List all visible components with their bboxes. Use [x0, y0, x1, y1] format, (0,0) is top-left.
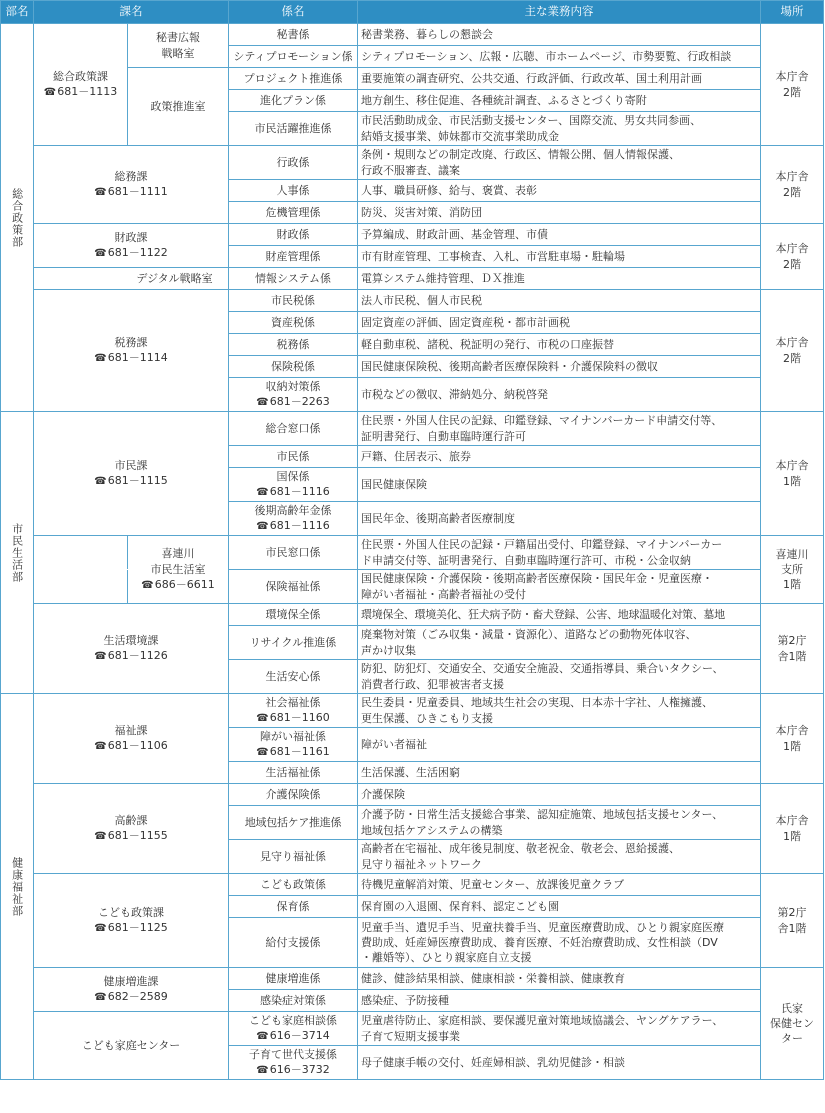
kakari-cell: [229, 728, 358, 762]
table-row: [1, 224, 824, 246]
naiyou-cell: 戸籍、住居表示、旅券: [358, 446, 761, 468]
kakari-cell: [229, 378, 358, 412]
kakari-name: 国保係: [276, 470, 310, 484]
place-cell: 本庁舎 2階: [761, 146, 824, 224]
phone-number: ☎ 681－1115: [37, 473, 225, 489]
place-cell: 本庁舎 2階: [761, 24, 824, 146]
naiyou-cell: 市税などの徴収、滞納処分、納税啓発: [358, 378, 761, 412]
naiyou-cell: 市有財産管理、工事検査、入札、市営駐車場・駐輪場: [358, 246, 761, 268]
table-row: [1, 536, 824, 570]
place-cell: 第2庁 舎1階: [761, 874, 824, 968]
shitsu-digital: デジタル戦略室: [34, 268, 229, 290]
kakari-cell: 市民活躍推進係: [229, 112, 358, 146]
table-row: [1, 968, 824, 990]
naiyou-cell: 地方創生、移住促進、各種統計調査、ふるさとづくり寄附: [358, 90, 761, 112]
naiyou-cell: 軽自動車税、諸税、税証明の発行、市税の口座振替: [358, 334, 761, 356]
blank-cell: [34, 570, 128, 604]
table-row: [1, 694, 824, 728]
ka-name: 財政課: [114, 231, 148, 245]
kakari-cell: 保育係: [229, 896, 358, 918]
ka-name: 高齢課: [114, 814, 148, 828]
kakari-name: 収納対策係: [265, 380, 321, 394]
naiyou-cell: 重要施策の調査研究、公共交通、行政評価、行政改革、国土利用計画: [358, 68, 761, 90]
table-row: [1, 784, 824, 806]
phone-number: ☎ 681－1160: [232, 710, 354, 726]
kakari-cell: 市民窓口係: [229, 536, 358, 570]
kakari-name: 子育て世代支援係: [249, 1048, 337, 1062]
naiyou-cell: 秘書業務、暮らしの懇談会: [358, 24, 761, 46]
naiyou-cell: 待機児童解消対策、児童センター、放課後児童クラブ: [358, 874, 761, 896]
kakari-cell: 生活安心係: [229, 660, 358, 694]
ka-name: 総合政策課: [53, 70, 108, 84]
table-row: [1, 604, 824, 626]
naiyou-cell: シティプロモーション、広報・広聴、市ホームページ、市勢要覧、行政相談: [358, 46, 761, 68]
naiyou-cell: 予算編成、財政計画、基金管理、市債: [358, 224, 761, 246]
place-cell: 氏家 保健セン ター: [761, 968, 824, 1080]
ka-korei: [34, 784, 229, 874]
kakari-cell: 保険税係: [229, 356, 358, 378]
kakari-cell: 市民係: [229, 446, 358, 468]
ka-fukushi: [34, 694, 229, 784]
kakari-cell: 財産管理係: [229, 246, 358, 268]
kakari-cell: [229, 1046, 358, 1080]
kakari-cell: 生活福祉係: [229, 762, 358, 784]
naiyou-cell: 児童手当、遺児手当、児童扶養手当、児童医療費助成、ひとり親家庭医療 費助成、妊産婦医療費助成、養育医療、不妊治療費助成、女性相談（DV ・離婚等）、ひとり親家庭自立支援: [358, 918, 761, 968]
phone-number: ☎ 682－2589: [37, 989, 225, 1005]
ka-name: 健康増進課: [103, 975, 159, 989]
shitsu-seisakusuishin: 政策推進室: [128, 68, 229, 146]
place-cell: 第2庁 舎1階: [761, 604, 824, 694]
naiyou-cell: 国民健康保険・介護保険・後期高齢者医療保険・国民年金・児童医療・ 障がい者福祉・高齢者福祉の受付: [358, 570, 761, 604]
header-kakari: 係名: [229, 1, 358, 24]
kakari-cell: 介護保険係: [229, 784, 358, 806]
kakari-cell: 地域包括ケア推進係: [229, 806, 358, 840]
kakari-cell: 感染症対策係: [229, 990, 358, 1012]
ka-name: 総務課: [114, 170, 148, 184]
kakari-cell: 危機管理係: [229, 202, 358, 224]
ka-zaisei: [34, 224, 229, 268]
ka-name: こども政策課: [98, 906, 164, 920]
phone-number: ☎ 681－1106: [37, 738, 225, 754]
phone-number: ☎ 681－1116: [232, 518, 354, 534]
ka-kitsuregawa: [128, 536, 229, 604]
naiyou-cell: 人事、職員研修、給与、褒賞、表彰: [358, 180, 761, 202]
kakari-cell: 情報システム係: [229, 268, 358, 290]
naiyou-cell: 保育園の入退園、保育料、認定こども園: [358, 896, 761, 918]
kakari-name: 障がい福祉係: [260, 730, 326, 744]
kakari-cell: [229, 1012, 358, 1046]
phone-number: ☎ 681－1114: [37, 350, 225, 366]
naiyou-cell: 市民活動助成金、市民活動支援センター、国際交流、男女共同参画、 結婚支援事業、姉妹都市交流事業助成金: [358, 112, 761, 146]
kakari-cell: [229, 502, 358, 536]
ka-seikatsukankyo: [34, 604, 229, 694]
kakari-cell: プロジェクト推進係: [229, 68, 358, 90]
header-naiyou: 主な業務内容: [358, 1, 761, 24]
phone-number: ☎ 616－3732: [232, 1062, 354, 1078]
kakari-cell: [229, 468, 358, 502]
table-row: [1, 146, 824, 180]
phone-number: ☎ 681－1116: [232, 484, 354, 500]
naiyou-cell: 廃棄物対策（ごみ収集・減量・資源化）、道路などの動物死体収容、 声かけ収集: [358, 626, 761, 660]
naiyou-cell: 電算システム維持管理、ＤＸ推進: [358, 268, 761, 290]
kakari-cell: 進化プラン係: [229, 90, 358, 112]
naiyou-cell: 介護保険: [358, 784, 761, 806]
ka-kodomokatei: こども家庭センター: [34, 1012, 229, 1080]
dept-sogo: 総合政策部: [1, 24, 34, 412]
naiyou-cell: 生活保護、生活困窮: [358, 762, 761, 784]
header-basho: 場所: [761, 1, 824, 24]
kakari-cell: リサイクル推進係: [229, 626, 358, 660]
kakari-cell: 行政係: [229, 146, 358, 180]
naiyou-cell: 国民健康保険税、後期高齢者医療保険料・介護保険料の徴収: [358, 356, 761, 378]
kakari-cell: こども政策係: [229, 874, 358, 896]
kakari-cell: 環境保全係: [229, 604, 358, 626]
place-cell: 本庁舎 1階: [761, 412, 824, 536]
kakari-cell: 財政係: [229, 224, 358, 246]
kakari-cell: 健康増進係: [229, 968, 358, 990]
naiyou-cell: 母子健康手帳の交付、妊産婦相談、乳幼児健診・相談: [358, 1046, 761, 1080]
dept-shimin: 市民生活部: [1, 412, 34, 694]
naiyou-cell: 介護予防・日常生活支援総合事業、認知症施策、地域包括支援センター、 地域包括ケアシステムの構築: [358, 806, 761, 840]
place-cell: 喜連川 支所 1階: [761, 536, 824, 604]
table-row: [1, 24, 824, 46]
kakari-cell: 人事係: [229, 180, 358, 202]
ka-name: 市民課: [114, 459, 148, 473]
ka-kodomoseisaku: [34, 874, 229, 968]
naiyou-cell: 固定資産の評価、固定資産税・都市計画税: [358, 312, 761, 334]
place-cell: 本庁舎 1階: [761, 784, 824, 874]
kakari-cell: 保険福祉係: [229, 570, 358, 604]
phone-number: ☎ 681－1122: [37, 245, 225, 261]
naiyou-cell: 国民年金、後期高齢者医療制度: [358, 502, 761, 536]
naiyou-cell: 健診、健診結果相談、健康相談・栄養相談、健康教育: [358, 968, 761, 990]
table-row: [1, 412, 824, 446]
kakari-cell: [229, 694, 358, 728]
kakari-cell: 税務係: [229, 334, 358, 356]
kakari-cell: 市民税係: [229, 290, 358, 312]
place-cell: 本庁舎 2階: [761, 224, 824, 290]
header-row: [1, 1, 824, 24]
naiyou-cell: 障がい者福祉: [358, 728, 761, 762]
phone-number: ☎ 681－1161: [232, 744, 354, 760]
kakari-name: 後期高齢年金係: [254, 504, 332, 518]
header-ka: 課名: [34, 1, 229, 24]
kakari-cell: 給付支援係: [229, 918, 358, 968]
naiyou-cell: 高齢者在宅福祉、成年後見制度、敬老祝金、敬老会、恩給援護、 見守り福祉ネットワーク: [358, 840, 761, 874]
phone-number: ☎ 681－1113: [37, 84, 124, 100]
table-row: [1, 1012, 824, 1046]
phone-number: ☎ 681－1155: [37, 828, 225, 844]
shitsu-hisho: 秘書広報 戦略室: [128, 24, 229, 68]
naiyou-cell: 住民票・外国人住民の記録、印鑑登録、マイナンバーカード申請交付等、 証明書発行、自動車臨時運行許可: [358, 412, 761, 446]
ka-somu: [34, 146, 229, 224]
kakari-name: 社会福祉係: [265, 696, 321, 710]
phone-number: ☎ 686－6611: [131, 577, 225, 593]
naiyou-cell: 民生委員・児童委員、地域共生社会の実現、日本赤十字社、人権擁護、 更生保護、ひきこもり支援: [358, 694, 761, 728]
ka-zeimu: [34, 290, 229, 412]
ka-name: 喜連川 市民生活室: [150, 547, 206, 576]
ka-shimin: [34, 412, 229, 536]
ka-name: 税務課: [114, 336, 148, 350]
phone-number: ☎ 681－1111: [37, 184, 225, 200]
table-row: [1, 570, 824, 604]
kakari-cell: 見守り福祉係: [229, 840, 358, 874]
kakari-cell: 総合窓口係: [229, 412, 358, 446]
naiyou-cell: 児童虐待防止、家庭相談、要保護児童対策地域協議会、ヤングケアラー、 子育て短期支援事業: [358, 1012, 761, 1046]
naiyou-cell: 感染症、予防接種: [358, 990, 761, 1012]
header-bu: 部名: [1, 1, 34, 24]
kakari-name: こども家庭相談係: [249, 1014, 337, 1028]
table-row: [1, 290, 824, 312]
naiyou-cell: 条例・規則などの制定改廃、行政区、情報公開、個人情報保護、 行政不服審査、議案: [358, 146, 761, 180]
place-cell: 本庁舎 2階: [761, 290, 824, 412]
phone-number: ☎ 681－1125: [37, 920, 225, 936]
blank-cell: [34, 536, 128, 570]
kakari-cell: 資産税係: [229, 312, 358, 334]
place-cell: 本庁舎 1階: [761, 694, 824, 784]
phone-number: ☎ 681－1126: [37, 648, 225, 664]
naiyou-cell: 防災、災害対策、消防団: [358, 202, 761, 224]
kakari-cell: シティプロモーション係: [229, 46, 358, 68]
naiyou-cell: 住民票・外国人住民の記録・戸籍届出受付、印鑑登録、マイナンバーカー ド申請交付等、証明書発行、自動車臨時運行許可、市税・公金収納: [358, 536, 761, 570]
table-row: [1, 874, 824, 896]
ka-kenkozoshin: [34, 968, 229, 1012]
phone-number: ☎ 681－2263: [232, 394, 354, 410]
ka-name: 福祉課: [114, 724, 148, 738]
dept-kenko: 健康福祉部: [1, 694, 34, 1080]
kakari-cell: 秘書係: [229, 24, 358, 46]
ka-sogoseisaku: [34, 24, 128, 146]
table-row: [1, 268, 824, 290]
naiyou-cell: 環境保全、環境美化、狂犬病予防・畜犬登録、公害、地球温暖化対策、墓地: [358, 604, 761, 626]
ka-name: 生活環境課: [103, 634, 159, 648]
naiyou-cell: 法人市民税、個人市民税: [358, 290, 761, 312]
phone-number: ☎ 616－3714: [232, 1028, 354, 1044]
naiyou-cell: 国民健康保険: [358, 468, 761, 502]
naiyou-cell: 防犯、防犯灯、交通安全、交通安全施設、交通指導員、乗合いタクシー、 消費者行政、犯罪被害者支援: [358, 660, 761, 694]
